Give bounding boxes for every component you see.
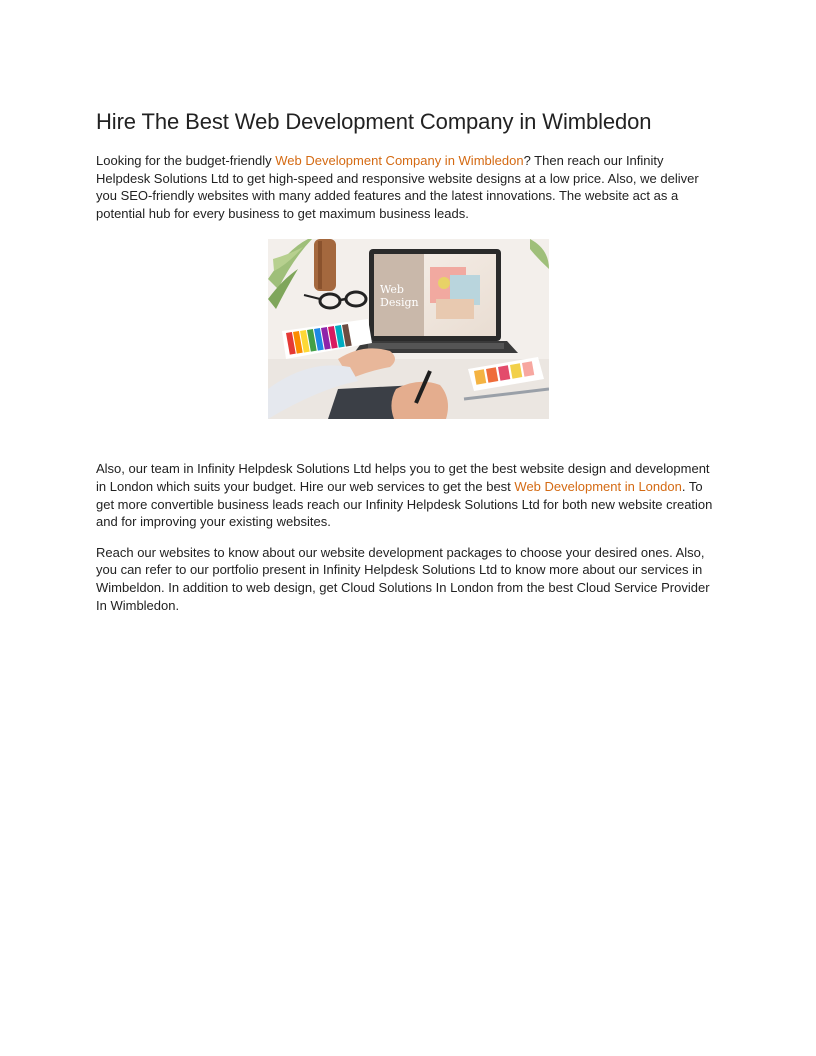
screen-text-design: Design <box>379 296 419 310</box>
packages-paragraph: Reach our websites to know about our website development packages to choose your desired ones. Also, you can refer to our portfolio present in Infinity Helpdesk Solutions Ltd to know more about our services in Wimbeldon. In addition to web design, get Cloud Solutions In London from the best Cloud Service Provider In Wimbledon. <box>96 544 710 613</box>
intro-paragraph <box>96 152 720 222</box>
intro-text-before: Looking for the budget-friendly <box>96 153 276 168</box>
laptop-icon <box>354 249 518 353</box>
figure-container <box>96 239 720 419</box>
document-page <box>96 108 720 614</box>
page-title: Hire The Best Web Development Company in Wimbledon <box>96 109 652 134</box>
team-text-after: . To get more convertible business leads reach our Infinity Helpdesk Solutions Ltd for both new website creation and for improving your existing websites. <box>96 478 713 530</box>
web-design-image <box>268 239 549 419</box>
team-text-before: Also, our team in Infinity Helpdesk Solutions Ltd helps you to get the best website design and development in London which suits your budget. Hire our web services to get the best <box>96 461 710 494</box>
screen-text-web: Web <box>379 283 404 297</box>
team-paragraph <box>96 460 720 530</box>
intro-text-after: ? Then reach our Infinity Helpdesk Solutions Ltd to get high-speed and responsive website designs at a low price. Also, we deliver you SEO-friendly websites with many added features and the latest innovations. The website act as a potential hub for every business to get maximum business leads. <box>96 153 699 221</box>
web-design-illustration <box>268 239 549 419</box>
web-development-london-link[interactable]: Web Development in London <box>514 478 682 494</box>
web-development-wimbledon-link[interactable]: Web Development Company in Wimbledon <box>275 153 524 168</box>
